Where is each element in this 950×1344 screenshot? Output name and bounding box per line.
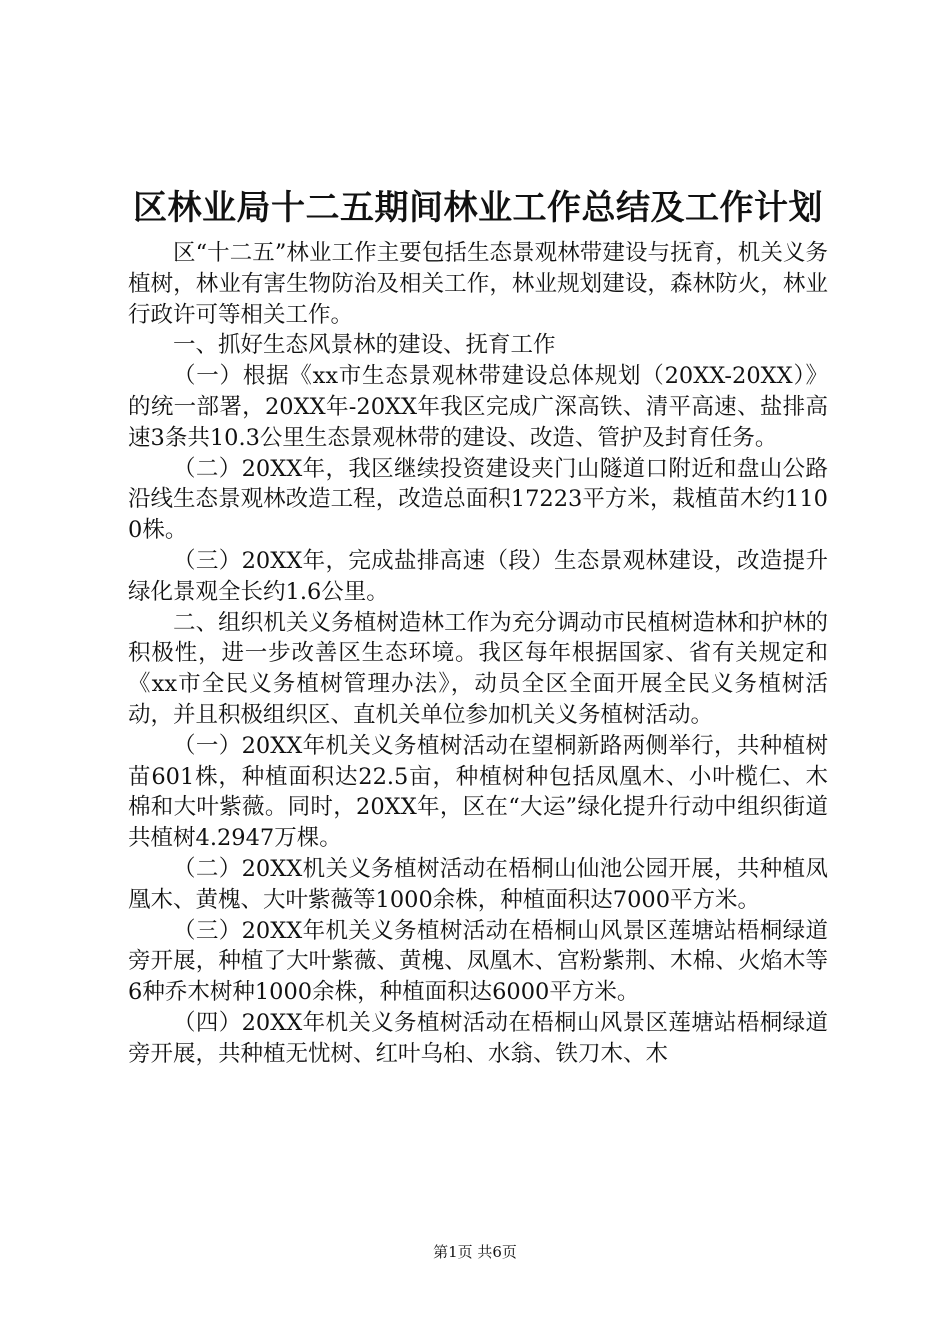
paragraph-2-3: （三）20XX年机关义务植树活动在梧桐山风景区莲塘站梧桐绿道旁开展，种植了大叶紫薇、黄槐、凤凰木、宫粉紫荆、木棉、火焰木等6种乔木树种1000余株，种植面积达6000平方米。 [128,917,828,1006]
paragraph-2-4: （四）20XX年机关义务植树活动在梧桐山风景区莲塘站梧桐绿道旁开展，共种植无忧树、红叶乌桕、水翁、铁刀木、木 [128,1009,828,1067]
paragraph-1-1: （一）根据《xx市生态景观林带建设总体规划（20XX-20XX）》的统一部署，20XX年-20XX年我区完成广深高铁、清平高速、盐排高速3条共10.3公里生态景观林带的建设、改造、管护及封育任务。 [128,363,828,451]
paragraph-2-1: （一）20XX年机关义务植树活动在望桐新路两侧举行，共种植树苗601株，种植面积达22.5亩，种植树种包括凤凰木、小叶榄仁、木棉和大叶紫薇。同时，20XX年，区在“大运”绿化提升行动中组织街道共植树4.2947万棵。 [128,732,828,852]
section-heading-1: 一、抓好生态风景林的建设、抚育工作 [173,332,556,359]
paragraph-1-2: （二）20XX年，我区继续投资建设夹门山隧道口附近和盘山公路沿线生态景观林改造工程，改造总面积17223平方米，栽植苗木约1100株。 [128,455,828,544]
section-heading-2: 二、组织机关义务植树造林工作为充分调动市民植树造林和护林的积极性，进一步改善区生态环境。我区每年根据国家、省有关规定和《xx市全民义务植树管理办法》，动员全区全面开展全民义务植树活动，并且积极组织区、直机关单位参加机关义务植树活动。 [128,609,828,728]
document-title: 区林业局十二五期间林业工作总结及工作计划 [133,188,823,228]
paragraph-intro: 区“十二五”林业工作主要包括生态景观林带建设与抚育，机关义务植树，林业有害生物防治及相关工作，林业规划建设，森林防火，林业行政许可等相关工作。 [128,240,828,328]
page-number-footer: 第1页 共6页 [433,1243,517,1261]
document-page [128,186,828,1070]
paragraph-1-3: （三）20XX年，完成盐排高速（段）生态景观林建设，改造提升绿化景观全长约1.6公里。 [128,547,828,605]
paragraph-2-2: （二）20XX机关义务植树活动在梧桐山仙池公园开展，共种植凤凰木、黄槐、大叶紫薇等1000余株，种植面积达7000平方米。 [128,855,828,913]
